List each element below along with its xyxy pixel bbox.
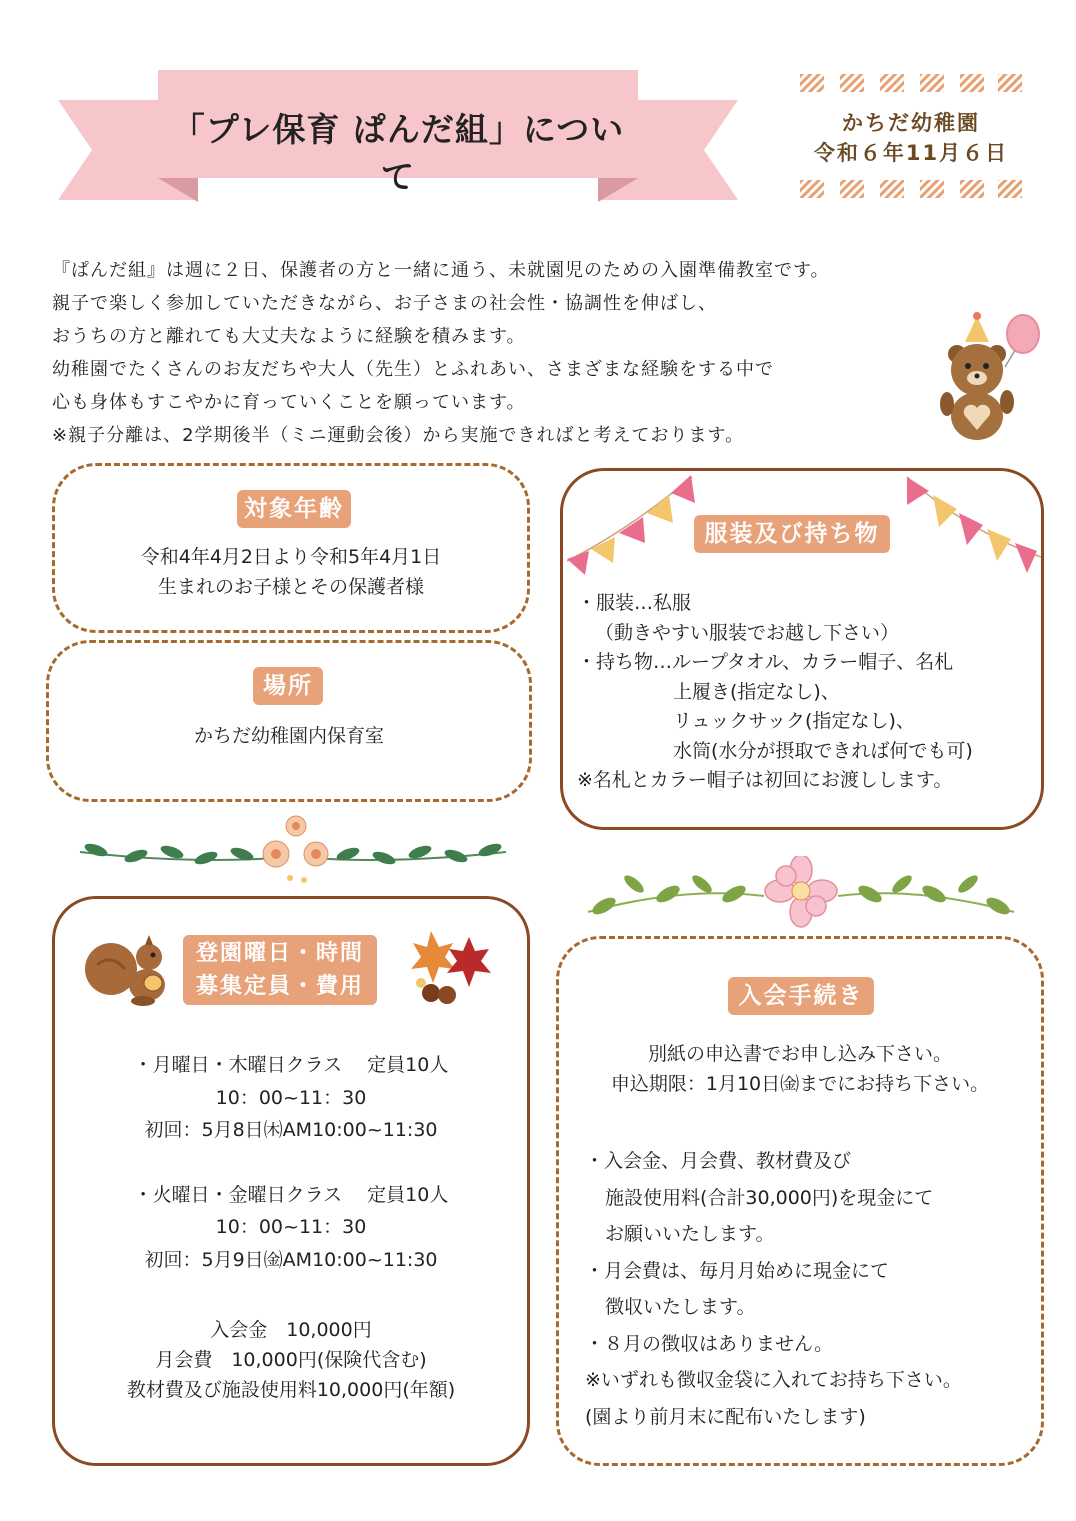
flower-vine-divider	[584, 856, 1018, 928]
clothing-line: 上履き(指定なし)、	[673, 680, 840, 703]
bear-balloon-icon	[935, 312, 1045, 442]
enroll-item: 施設使用料(合計30,000円)を現金にて	[605, 1186, 934, 1209]
enroll-item: お願いいたします。	[605, 1223, 775, 1245]
target-age-line: 令和4年4月2日より令和5年4月1日	[140, 546, 442, 568]
class2-first: 初回：5月9日㈮AM10:00~11:30	[144, 1248, 438, 1271]
autumn-leaves-icon	[409, 927, 493, 1007]
fee-text	[55, 1315, 527, 1405]
flower-vine-divider	[76, 812, 510, 888]
enroll-line: 申込期限：1月10日㈮までにお持ち下さい。	[610, 1073, 990, 1095]
schedule-box	[52, 896, 530, 1466]
enroll-label: 入会手続き	[728, 977, 874, 1015]
enroll-box	[556, 936, 1044, 1466]
clothing-line: 水筒(水分が摂取できれば何でも可)	[673, 739, 973, 762]
enroll-line: 別紙の申込書でお申し込み下さい。	[647, 1043, 952, 1065]
schedule-label	[183, 935, 377, 1005]
target-age-box	[52, 463, 530, 633]
enroll-item: ※いずれも徴収金袋に入れてお持ち下さい。	[585, 1369, 962, 1391]
clothing-label: 服装及び持ち物	[694, 515, 890, 553]
enroll-items	[585, 1143, 1041, 1435]
clothing-line: ※名札とカラー帽子は初回にお渡しします。	[577, 769, 953, 791]
schedule-text	[55, 1049, 527, 1276]
school-name: かちだ幼稚園	[842, 111, 980, 135]
clothing-line: リュックサック(指定なし)、	[673, 710, 915, 732]
clothing-text	[577, 589, 1037, 796]
target-age-label: 対象年齢	[237, 490, 351, 528]
page-title: 「プレ保育 ぱんだ組」について	[171, 110, 625, 196]
enroll-item: (園より前月末に配布いたします)	[585, 1405, 866, 1428]
intro-line: おうちの方と離れても大丈夫なように経験を積みます。	[52, 326, 526, 347]
enroll-item: ・入会金、月会費、教材費及び	[585, 1150, 852, 1172]
class2-time: 10：00~11：30	[215, 1216, 367, 1238]
enroll-item: ・８月の徴収はありません。	[585, 1332, 834, 1355]
fee-line: 教材費及び施設使用料10,000円(年額)	[126, 1379, 456, 1401]
place-label: 場所	[253, 667, 323, 705]
class1-first: 初回：5月8日㈭AM10:00~11:30	[144, 1119, 438, 1141]
place-box	[46, 640, 532, 802]
place-text: かちだ幼稚園内保育室	[193, 725, 384, 747]
target-age-text	[55, 542, 527, 602]
intro-line: 親子で楽しく参加していただきながら、お子さまの社会性・協調性を伸ばし、	[52, 293, 717, 314]
school-info	[780, 108, 1042, 168]
fee-line: 月会費 10,000円(保険代含む)	[155, 1349, 427, 1371]
class1-name: ・月曜日・木曜日クラス 定員10人	[133, 1054, 449, 1076]
enroll-item: 徴収いたします。	[605, 1296, 756, 1318]
enroll-item: ・月会費は、毎月月始めに現金にて	[585, 1259, 890, 1282]
clothing-box	[560, 468, 1044, 830]
clothing-line: ・服装…私服	[577, 592, 692, 614]
squirrel-icon	[83, 935, 175, 1007]
stripe-decoration-top	[800, 74, 1022, 92]
intro-line: 『ぱんだ組』は週に２日、保護者の方と一緒に通う、未就園児のための入園準備教室です。	[52, 260, 830, 281]
intro-line: 幼稚園でたくさんのお友だちや大人（先生）とふれあい、さまざまな経験をする中で	[52, 359, 774, 380]
schedule-label-line: 登園曜日・時間	[195, 941, 364, 966]
target-age-line: 生まれのお子様とその保護者様	[157, 576, 424, 598]
schedule-label-line: 募集定員・費用	[195, 974, 364, 999]
intro-line: 心も身体もすこやかに育っていくことを願っています。	[52, 392, 526, 413]
class1-time: 10：00~11：30	[215, 1086, 367, 1109]
clothing-line: ・持ち物…ループタオル、カラー帽子、名札	[577, 651, 954, 673]
fee-line: 入会金 10,000円	[210, 1319, 372, 1341]
intro-line: ※親子分離は、2学期後半（ミニ運動会後）から実施できればと考えております。	[52, 425, 745, 446]
notice-date: 令和６年11月６日	[813, 141, 1009, 165]
intro-text	[52, 254, 952, 452]
enroll-intro	[559, 1039, 1041, 1099]
class2-name: ・火曜日・金曜日クラス 定員10人	[133, 1183, 449, 1206]
clothing-line: （動きやすい服装でお越し下さい）	[595, 621, 900, 644]
stripe-decoration-bottom	[800, 180, 1022, 198]
